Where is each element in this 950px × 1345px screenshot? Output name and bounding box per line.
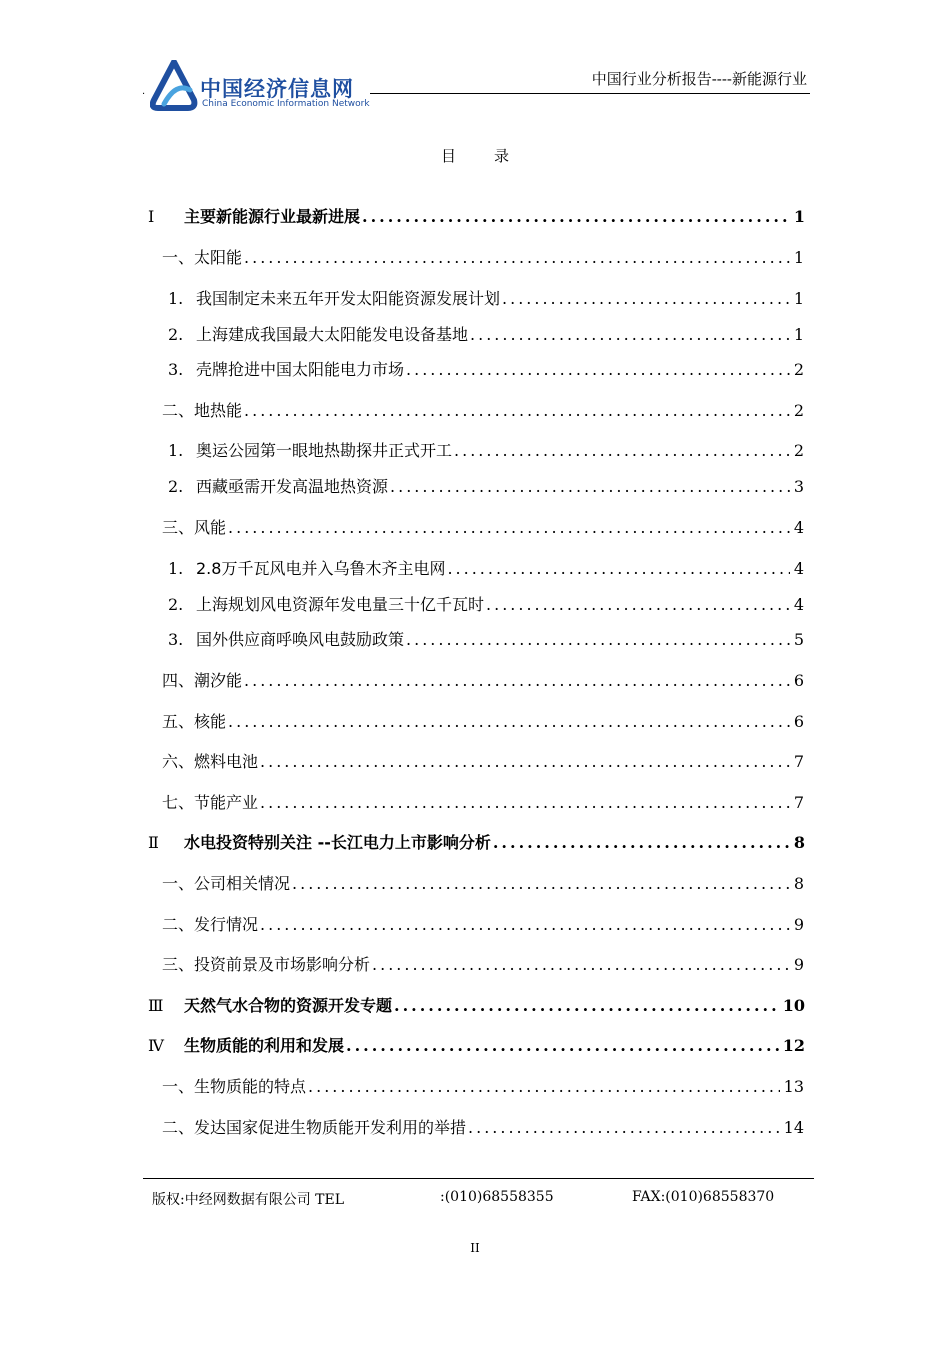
toc-page-number: 4 (793, 559, 804, 578)
toc-section[interactable] (162, 245, 804, 268)
toc-entry-title: 上海规划风电资源年发电量三十亿千瓦时 (196, 595, 485, 614)
toc-section[interactable] (162, 912, 804, 935)
report-title: 中国行业分析报告----新能源行业 (591, 70, 807, 88)
toc-page-number: 9 (793, 915, 804, 934)
toc-heading-char: 录 (494, 147, 510, 165)
toc-section[interactable] (162, 1074, 804, 1097)
toc-entry-number: Ⅱ (148, 833, 159, 852)
toc-page-number: 8 (793, 874, 804, 893)
toc-dot-leader (260, 752, 790, 771)
toc-page-number: 12 (782, 1036, 805, 1055)
toc-entry-title: 奥运公园第一眼地热勘探井正式开工 (196, 441, 453, 460)
toc-dot-leader (260, 793, 790, 812)
toc-dot-leader (502, 289, 790, 308)
toc-section[interactable] (162, 398, 804, 421)
toc-entry-title: 六、燃料电池 (162, 752, 259, 771)
toc-page-number: 3 (793, 477, 804, 496)
toc-chapter[interactable] (148, 993, 805, 1016)
toc-subsection[interactable] (168, 322, 804, 345)
toc-dot-leader (308, 1077, 780, 1096)
toc-entry-number: 2. (168, 595, 184, 614)
toc-dot-leader (228, 518, 790, 537)
toc-dot-leader (468, 1118, 780, 1137)
toc-entry-title: 一、公司相关情况 (162, 874, 291, 893)
toc-page-number: 2 (793, 401, 804, 420)
toc-page-number: 8 (793, 833, 805, 852)
toc-dot-leader (390, 477, 790, 496)
toc-dot-leader (406, 360, 790, 379)
toc-entry-title: 我国制定未来五年开发太阳能资源发展计划 (196, 289, 501, 308)
toc-page-number: 9 (793, 955, 804, 974)
toc-entry-title: 主要新能源行业最新进展 (184, 207, 361, 226)
logo-mark-icon (150, 60, 198, 112)
toc-page-number: 1 (793, 248, 804, 267)
header-dot: . (142, 86, 146, 97)
toc-entry-title: 天然气水合物的资源开发专题 (184, 996, 393, 1015)
toc-entry-title: 生物质能的利用和发展 (184, 1036, 345, 1055)
toc-dot-leader (260, 915, 790, 934)
toc-entry-title: 七、节能产业 (162, 793, 259, 812)
toc-section[interactable] (162, 871, 804, 894)
toc-page-number: 2 (793, 360, 804, 379)
toc-entry-number: 2. (168, 325, 184, 344)
toc-entry-number: 1. (168, 559, 184, 578)
toc-subsection[interactable] (168, 556, 804, 579)
toc-entry-number: 1. (168, 289, 184, 308)
toc-entry-title: 2.8万千瓦风电并入乌鲁木齐主电网 (196, 559, 446, 578)
toc-entry-title: 国外供应商呼唤风电鼓励政策 (196, 630, 405, 649)
toc-entry-number: 1. (168, 441, 184, 460)
toc-dot-leader (406, 630, 790, 649)
footer-fax: FAX:(010)68558370 (632, 1189, 775, 1205)
toc-entry-number: 3. (168, 630, 184, 649)
toc-page-number: 6 (793, 712, 804, 731)
toc-entry-title: 上海建成我国最大太阳能发电设备基地 (196, 325, 469, 344)
toc-subsection[interactable] (168, 627, 804, 650)
toc-entry-title: 壳牌抢进中国太阳能电力市场 (196, 360, 405, 379)
toc-section[interactable] (162, 1115, 804, 1138)
toc-entry-number: Ⅲ (148, 996, 164, 1015)
toc-dot-leader (470, 325, 790, 344)
toc-dot-leader (346, 1036, 779, 1055)
toc-chapter[interactable] (148, 204, 805, 227)
toc-subsection[interactable] (168, 474, 804, 497)
toc-page-number: 10 (782, 996, 805, 1015)
toc-entry-title: 二、发达国家促进生物质能开发利用的举措 (162, 1118, 467, 1137)
toc-page-number: 1 (793, 207, 805, 226)
toc-dot-leader (394, 996, 779, 1015)
toc-page-number: 4 (793, 595, 804, 614)
toc-section[interactable] (162, 515, 804, 538)
toc-dot-leader (372, 955, 790, 974)
toc-heading-char: 目 (440, 147, 456, 165)
toc-entry-title: 三、风能 (162, 518, 227, 537)
toc-page-number: 14 (783, 1118, 804, 1137)
toc-heading (0, 145, 950, 166)
toc-entry-number: Ⅰ (148, 207, 155, 226)
toc-section[interactable] (162, 668, 804, 691)
header-rule (370, 93, 810, 94)
toc-dot-leader (244, 401, 790, 420)
toc-page-number: 2 (793, 441, 804, 460)
toc-subsection[interactable] (168, 438, 804, 461)
toc-entry-title: 三、投资前景及市场影响分析 (162, 955, 371, 974)
toc-page-number: 4 (793, 518, 804, 537)
toc-dot-leader (228, 712, 790, 731)
footer-rule (143, 1178, 814, 1179)
page-number: II (470, 1241, 480, 1255)
toc-dot-leader (454, 441, 790, 460)
toc-dot-leader (292, 874, 790, 893)
toc-subsection[interactable] (168, 592, 804, 615)
toc-entry-title: 一、生物质能的特点 (162, 1077, 307, 1096)
toc-dot-leader (244, 671, 790, 690)
toc-entry-title: 西藏亟需开发高温地热资源 (196, 477, 389, 496)
toc-section[interactable] (162, 790, 804, 813)
toc-dot-leader (244, 248, 790, 267)
toc-page-number: 7 (793, 793, 804, 812)
toc-subsection[interactable] (168, 286, 804, 309)
toc-dot-leader (493, 833, 790, 852)
toc-entry-title: 五、核能 (162, 712, 227, 731)
toc-page-number: 1 (793, 325, 804, 344)
toc-subsection[interactable] (168, 357, 804, 380)
toc-dot-leader (486, 595, 790, 614)
toc-entry-title: 二、地热能 (162, 401, 243, 420)
logo-name-en: China Economic Information Network (202, 99, 370, 109)
toc-entry-title: 水电投资特别关注 --长江电力上市影响分析 (184, 833, 491, 852)
toc-dot-leader (447, 559, 789, 578)
toc-entry-number: 2. (168, 477, 184, 496)
toc-page-number: 7 (793, 752, 804, 771)
toc-page-number: 5 (793, 630, 804, 649)
toc-page-number: 6 (793, 671, 804, 690)
toc-section[interactable] (162, 952, 804, 975)
logo (150, 60, 370, 115)
toc-entry-title: 四、潮汐能 (162, 671, 243, 690)
logo-name-cn: 中国经济信息网 (200, 77, 354, 101)
toc-entry-number: 3. (168, 360, 184, 379)
toc-section[interactable] (162, 749, 804, 772)
toc-entry-title: 一、太阳能 (162, 248, 243, 267)
toc-chapter[interactable] (148, 830, 805, 853)
footer-copyright: 版权:中经网数据有限公司 TEL (152, 1192, 345, 1208)
toc-chapter[interactable] (148, 1033, 805, 1056)
toc-page-number: 1 (793, 289, 804, 308)
toc-entry-title: 二、发行情况 (162, 915, 259, 934)
toc-entry-number: Ⅳ (148, 1036, 164, 1055)
footer-tel: :(010)68558355 (440, 1189, 554, 1205)
toc-dot-leader (362, 207, 790, 226)
toc-section[interactable] (162, 709, 804, 732)
toc-page-number: 13 (783, 1077, 804, 1096)
